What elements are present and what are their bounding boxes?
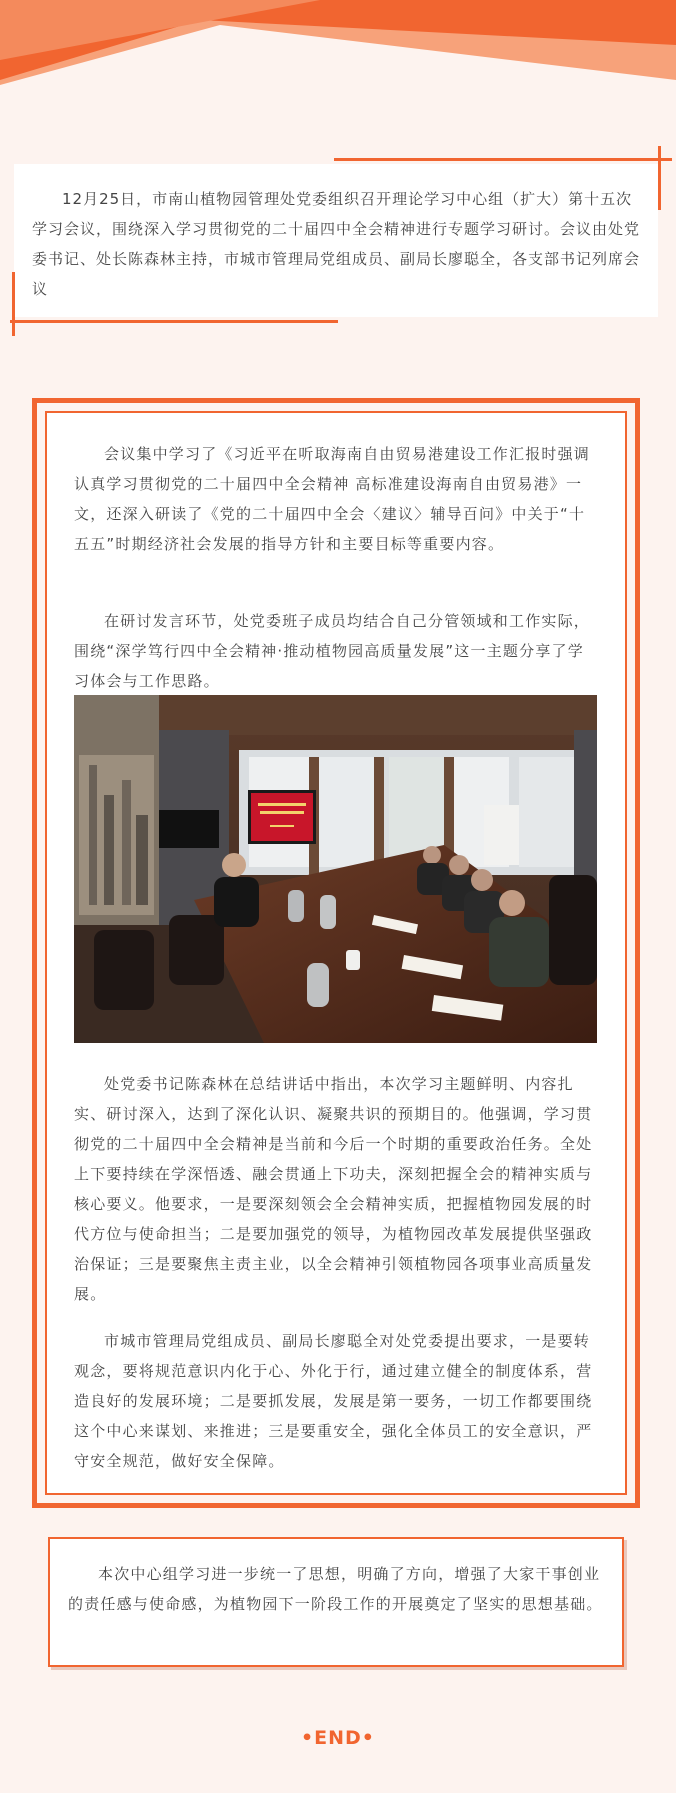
paragraph-secretary-speech: 处党委书记陈森林在总结讲话中指出，本次学习主题鲜明、内容扎实、研讨深入，达到了深化认识、凝聚共识的预期目的。他强调，学习贯彻党的二十届四中全会精神是当前和今后一个时期的重要政治任务。全处上下要持续在学深悟透、融会贯通上下功夫，深刻把握全会的精神实质与核心要义。他要求，一是要深刻领会全会精神实质，把握植物园发展的时代方位与使命担当；二是要加强党的领导，为植物园改革发展提供坚强政治保证；三是要聚焦主责主业，以全会精神引领植物园各项事业高质量发展。: [74, 1075, 593, 1303]
end-marker: •END•: [301, 1727, 375, 1749]
decor-line-bottom: [10, 320, 338, 323]
intro-box: [14, 164, 658, 317]
meeting-photo: [74, 695, 597, 1043]
summary-box: [48, 1537, 624, 1667]
decor-line-top-vertical: [658, 146, 661, 210]
paragraph-deputy-requirements: 市城市管理局党组成员、副局长廖聪全对处党委提出要求，一是要转观念，要将规范意识内化于心、外化于行，通过建立健全的制度体系，营造良好的发展环境；二是要抓发展，发展是第一要务，一切工作都要围绕这个中心来谋划、来推进；三是要重安全，强化全体员工的安全意识，严守安全规范，做好安全保障。: [74, 1332, 593, 1470]
main-frame: [32, 398, 640, 1508]
top-banner: [0, 0, 676, 90]
intro-text: 12月25日，市南山植物园管理处党委组织召开理论学习中心组（扩大）第十五次学习会议，围绕深入学习贯彻党的二十届四中全会精神进行专题学习研讨。会议由处党委书记、处长陈森林主持，市城市管理局党组成员、副局长廖聪全，各支部书记列席会议: [32, 190, 641, 298]
paragraph-study-materials: 会议集中学习了《习近平在听取海南自由贸易港建设工作汇报时强调 认真学习贯彻党的二十届四中全会精神 高标准建设海南自由贸易港》一文，还深入研读了《党的二十届四中全会〈建议〉辅导百问》中关于“十五五”时期经济社会发展的指导方针和主要目标等重要内容。: [74, 445, 591, 553]
paragraph-discussion: 在研讨发言环节，处党委班子成员均结合自己分管领域和工作实际，围绕“深学笃行四中全会精神·推动植物园高质量发展”这一主题分享了学习体会与工作思路。: [74, 612, 591, 690]
decor-line-bottom-vertical: [12, 272, 15, 336]
decor-line-top: [334, 158, 672, 161]
summary-text: 本次中心组学习进一步统一了思想，明确了方向，增强了大家干事创业的责任感与使命感，为植物园下一阶段工作的开展奠定了坚实的思想基础。: [68, 1565, 603, 1613]
main-inner-frame: [45, 411, 627, 1495]
